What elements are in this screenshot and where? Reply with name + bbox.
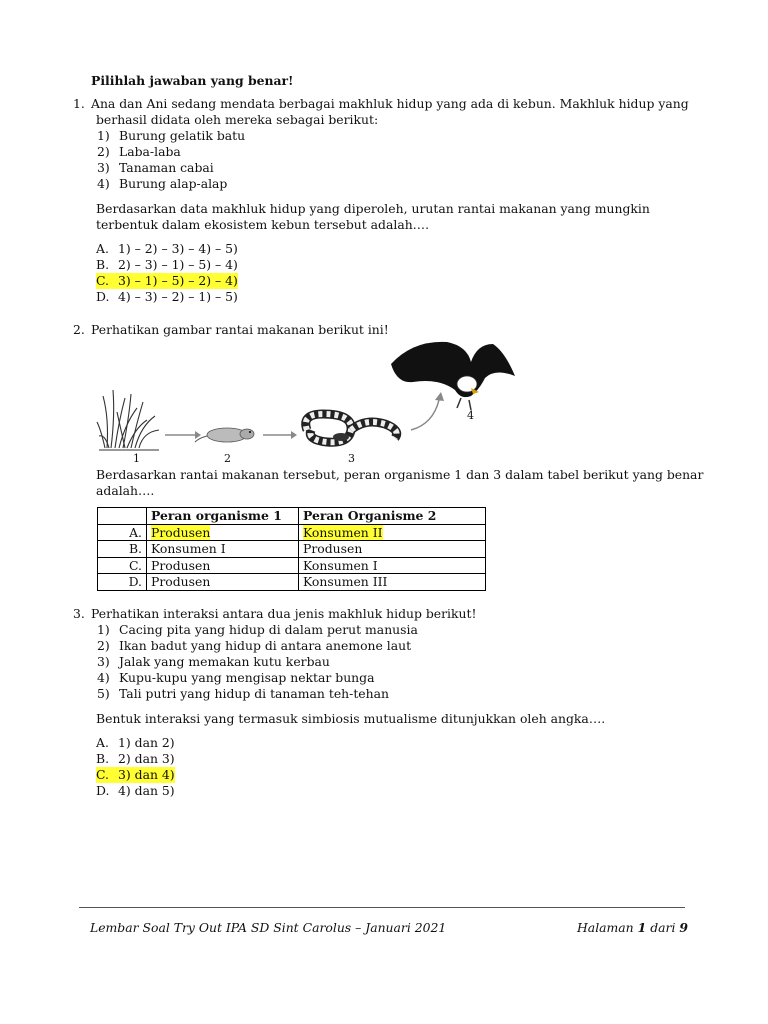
table-header-row bbox=[98, 508, 486, 525]
food-chain-illustration bbox=[95, 338, 525, 463]
footer-title: Lembar Soal Try Out IPA SD Sint Carolus – Januari 2021 bbox=[90, 920, 447, 935]
chain-label-4: 4 bbox=[467, 409, 474, 422]
question-2-number: 2. bbox=[73, 322, 85, 337]
arrow-icon bbox=[411, 400, 439, 430]
q1-option-c-highlighted: C. 3) – 1) – 5) – 2) – 4) bbox=[96, 273, 238, 288]
question-1-line2: berhasil didata oleh mereka sebagai berikut: bbox=[96, 112, 379, 127]
question-3-number: 3. bbox=[73, 606, 85, 621]
footer-page-number: Halaman 1 dari 9 bbox=[577, 920, 688, 935]
table-row: D. Produsen Konsumen III bbox=[98, 574, 486, 591]
q1-option-a: A. 1) – 2) – 3) – 4) – 5) bbox=[96, 241, 238, 256]
grass-icon bbox=[97, 390, 159, 450]
footer-divider bbox=[79, 907, 685, 908]
q1-option-b: B. 2) – 3) – 1) – 5) – 4) bbox=[96, 257, 238, 272]
q1-prompt-line2: terbentuk dalam ekosistem kebun tersebut adalah…. bbox=[96, 217, 430, 232]
table-row: A. Produsen Konsumen II bbox=[98, 524, 486, 541]
q2-prompt-line2: adalah…. bbox=[96, 483, 155, 498]
table-row: C. Produsen Konsumen I bbox=[98, 557, 486, 574]
q2-prompt-line1: Berdasarkan rantai makanan tersebut, peran organisme 1 dan 3 dalam tabel berikut yang benar bbox=[96, 467, 704, 482]
q2-answer-table bbox=[97, 507, 486, 591]
q3-item: 1) Cacing pita yang hidup di dalam perut manusia bbox=[97, 622, 418, 637]
q3-item: 5) Tali putri yang hidup di tanaman teh-tehan bbox=[97, 686, 389, 701]
q3-prompt: Bentuk interaksi yang termasuk simbiosis mutualisme ditunjukkan oleh angka…. bbox=[96, 711, 606, 726]
rat-icon bbox=[195, 428, 254, 442]
chain-label-1: 1 bbox=[133, 452, 140, 463]
highlighted-cell: Konsumen II bbox=[303, 524, 383, 540]
q3-option-d: D. 4) dan 5) bbox=[96, 783, 175, 798]
q3-option-a: A. 1) dan 2) bbox=[96, 735, 175, 750]
q1-item: 1) Burung gelatik batu bbox=[97, 128, 246, 143]
highlighted-cell: Produsen bbox=[151, 524, 211, 540]
question-1-number: 1. bbox=[73, 96, 85, 111]
q3-item: 3) Jalak yang memakan kutu kerbau bbox=[97, 654, 330, 669]
q1-item: 4) Burung alap-alap bbox=[97, 176, 228, 191]
snake-icon bbox=[306, 414, 397, 442]
instruction: Pilihlah jawaban yang benar! bbox=[91, 73, 294, 88]
chain-label-3: 3 bbox=[348, 452, 355, 463]
q3-item: 4) Kupu-kupu yang mengisap nektar bunga bbox=[97, 670, 375, 685]
eagle-icon bbox=[391, 342, 515, 410]
q1-item: 3) Tanaman cabai bbox=[97, 160, 214, 175]
question-2-line: 2. Perhatikan gambar rantai makanan berikut ini! bbox=[73, 322, 389, 337]
table-header: Peran organisme 1 bbox=[147, 508, 299, 525]
q1-option-d: D. 4) – 3) – 2) – 1) – 5) bbox=[96, 289, 238, 304]
question-1-line1: 1. Ana dan Ani sedang mendata berbagai makhluk hidup yang ada di kebun. Makhluk hidup yang bbox=[73, 96, 689, 111]
q1-item: 2) Laba-laba bbox=[97, 144, 181, 159]
q3-option-b: B. 2) dan 3) bbox=[96, 751, 175, 766]
question-3-line: 3. Perhatikan interaksi antara dua jenis makhluk hidup berikut! bbox=[73, 606, 477, 621]
table-header: Peran Organisme 2 bbox=[299, 508, 486, 525]
q1-prompt-line1: Berdasarkan data makhluk hidup yang diperoleh, urutan rantai makanan yang mungkin bbox=[96, 201, 650, 216]
chain-label-2: 2 bbox=[224, 452, 231, 463]
q3-item: 2) Ikan badut yang hidup di antara anemone laut bbox=[97, 638, 412, 653]
table-row: B. Konsumen I Produsen bbox=[98, 541, 486, 558]
q3-option-c-highlighted: C. 3) dan 4) bbox=[96, 767, 175, 782]
